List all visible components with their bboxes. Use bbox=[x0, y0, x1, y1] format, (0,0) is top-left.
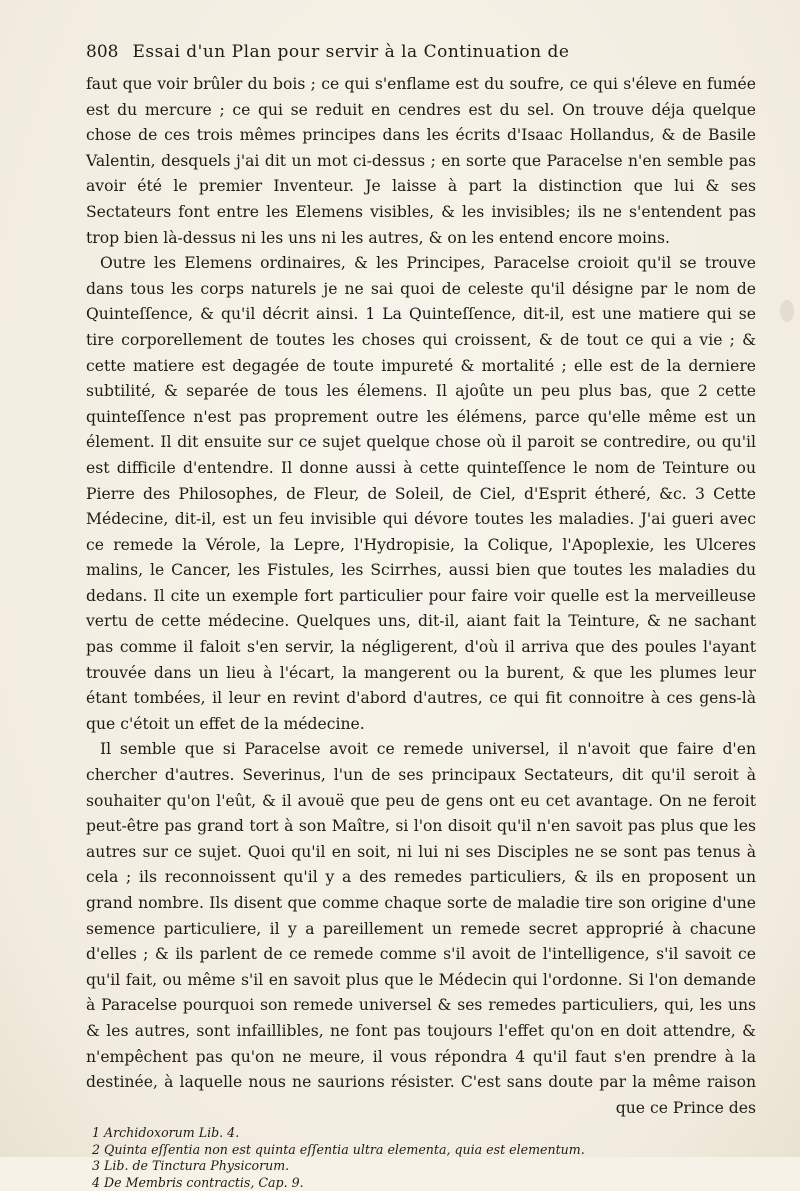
page-number: 808 bbox=[86, 42, 119, 62]
paragraph-3: Il semble que si Paracelse avoit ce remede universel, il n'avoit que faire d'en chercher d'autres. Severinus, l'un de ses principaux Sectateurs, dit qu'il seroit à souhaiter qu'on l'eût, & il avouë que peu de gens ont eu cet avantage. On ne feroit peut-être pas grand tort à son Maître, si l'on disoit qu'il n'en savoit pas plus que les autres sur ce sujet. Quoi qu'il en soit, ni lui ni ses Disciples ne se sont pas tenus à cela ; ils reconnoissent qu'il y a des remedes particuliers, & ils en proposent un grand nombre. Ils disent que comme chaque sorte de maladie tire son origine d'une semence particuliere, il y a pareillement un remede secret approprié à chacune d'elles ; & ils parlent de ce remede comme s'il avoit de l'intelligence, s'il savoit ce qu'il fait, ou même s'il en savoit plus que le Médecin qui l'ordonne. Si l'on demande à Paracelse pourquoi son remede universel & ses remedes particuliers, qui, les uns & les autres, sont infaillibles, ne font pas toujours l'effet qu'on en doit attendre, & n'empêchent pas qu'on ne meure, il vous répondra 4 qu'il faut s'en prendre à la destinée, à laquelle nous ne saurions résister. C'est sans doute par la même raison que ce Prince des bbox=[86, 740, 756, 1117]
running-head: Essai d'un Plan pour servir à la Continuation de bbox=[132, 42, 570, 62]
paragraph-1: faut que voir brûler du bois ; ce qui s'enflame est du soufre, ce qui s'éleve en fumée est du mercure ; ce qui se reduit en cendres est du sel. On trouve déja quelque chose de ces trois mêmes principes dans les écrits d'Isaac Hollandus, & de Basile Valentin, desquels j'ai dit un mot ci-dessus ; en sorte que Paracelse n'en semble pas avoir été le premier Inventeur. Je laisse à part la distinction que lui & ses Sectateurs font entre les Elemens visibles, & les invisibles; ils ne s'entendent pas trop bien là-dessus ni les uns ni les autres, & on les entend encore moins. bbox=[86, 75, 756, 247]
footnote-3: 3 Lib. de Tinctura Physicorum. bbox=[92, 1158, 290, 1174]
footnote-4: 4 De Membris contractis, Cap. 9. bbox=[92, 1174, 304, 1190]
page-header bbox=[86, 42, 756, 62]
paper-stain bbox=[780, 300, 794, 322]
footnote-1: 1 Archidoxorum Lib. 4. bbox=[92, 1125, 240, 1141]
footnote-2: 2 Quinta eſſentia non est quinta eſſentia ultra elementa, quia est elementum. bbox=[92, 1141, 585, 1157]
main-text bbox=[86, 72, 756, 1121]
paragraph-2: Outre les Elemens ordinaires, & les Principes, Paracelse croioit qu'il se trouve dans tous les corps naturels je ne sai quoi de celeste qu'il désigne par le nom de Quinteſſence, & qu'il décrit ainsi. 1 La Quinteſſence, dit-il, est une matiere qui se tire corporellement de toutes les choses qui croissent, & de tout ce qui a vie ; & cette matiere est degagée de toute impureté & mortalité ; elle est de la derniere subtilité, & separée de tous les élemens. Il ajoûte un peu plus bas, que 2 cette quinteſſence n'est pas proprement outre les élémens, parce qu'elle même est un élement. Il dit ensuite sur ce sujet quelque chose où il paroit se contredire, ou qu'il est difficile d'entendre. Il donne aussi à cette quinteſſence le nom de Teinture ou Pierre des Philosophes, de Fleur, de Soleil, de Ciel, d'Esprit étheré, &c. 3 Cette Médecine, dit-il, est un feu invisible qui dévore toutes les maladies. J'ai gueri avec ce remede la Vérole, la Lepre, l'Hydropisie, la Colique, l'Apoplexie, les Ulceres malins, le Cancer, les Fistules, les Scirrhes, aussi bien que toutes les maladies du dedans. Il cite un exemple fort particulier pour faire voir quelle est la merveilleuse vertu de cette médecine. Quelques uns, dit-il, aiant fait la Teinture, & ne sachant pas comme il faloit s'en servir, la négligerent, d'où il arriva que des poules l'ayant trouvée dans un lieu à l'écart, la mangerent ou la burent, & que les plumes leur étant tombées, il leur en revint d'abord d'autres, ce qui fit connoitre à ces gens-là que c'étoit un effet de la médecine. bbox=[86, 254, 756, 733]
footnotes bbox=[86, 1125, 756, 1191]
